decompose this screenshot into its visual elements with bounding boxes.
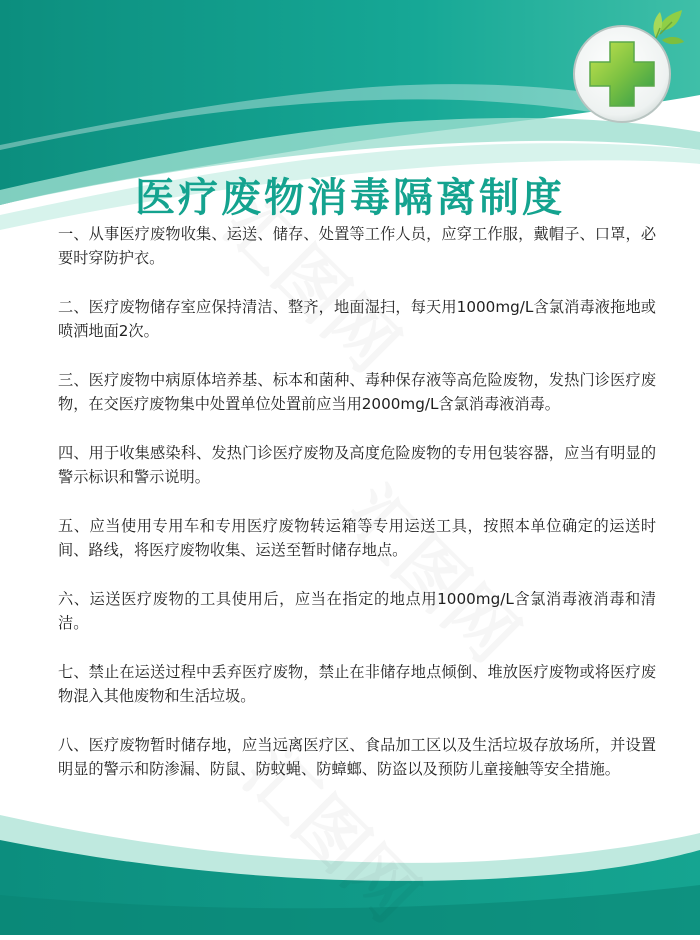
page-title: 医疗废物消毒隔离制度 [135, 175, 565, 221]
regulation-clause-8: 八、医疗废物暂时储存地，应当远离医疗区、食品加工区以及生活垃圾存放场所，并设置明显的警示和防渗漏、防鼠、防蚊蝇、防蟑螂、防盗以及预防儿童接触等安全措施。 [58, 736, 656, 778]
medical-cross-icon [568, 8, 684, 126]
footer-wave-decoration [0, 795, 700, 935]
regulation-clause-1: 一、从事医疗废物收集、运送、储存、处置等工作人员，应穿工作服，戴帽子、口罩，必要时穿防护衣。 [58, 225, 656, 267]
regulation-clause-5: 五、应当使用专用车和专用医疗废物转运箱等专用运送工具，按照本单位确定的运送时间、路线，将医疗废物收集、运送至暂时储存地点。 [58, 517, 656, 559]
regulation-clause-7: 七、禁止在运送过程中丢弃医疗废物，禁止在非储存地点倾倒、堆放医疗废物或将医疗废物混入其他废物和生活垃圾。 [58, 663, 656, 705]
regulation-clause-6: 六、运送医疗废物的工具使用后，应当在指定的地点用1000mg/L含氯消毒液消毒和清洁。 [58, 590, 656, 632]
regulation-clause-3: 三、医疗废物中病原体培养基、标本和菌种、毒种保存液等高危险废物，发热门诊医疗废物，在交医疗废物集中处置单位处置前应当用2000mg/L含氯消毒液消毒。 [58, 371, 656, 413]
regulation-clause-2: 二、医疗废物储存室应保持清洁、整齐，地面湿扫，每天用1000mg/L含氯消毒液拖地或喷洒地面2次。 [58, 298, 656, 340]
regulation-list [58, 222, 656, 806]
regulation-clause-4: 四、用于收集感染科、发热门诊医疗废物及高度危险废物的专用包装容器，应当有明显的警示标识和警示说明。 [58, 444, 656, 486]
